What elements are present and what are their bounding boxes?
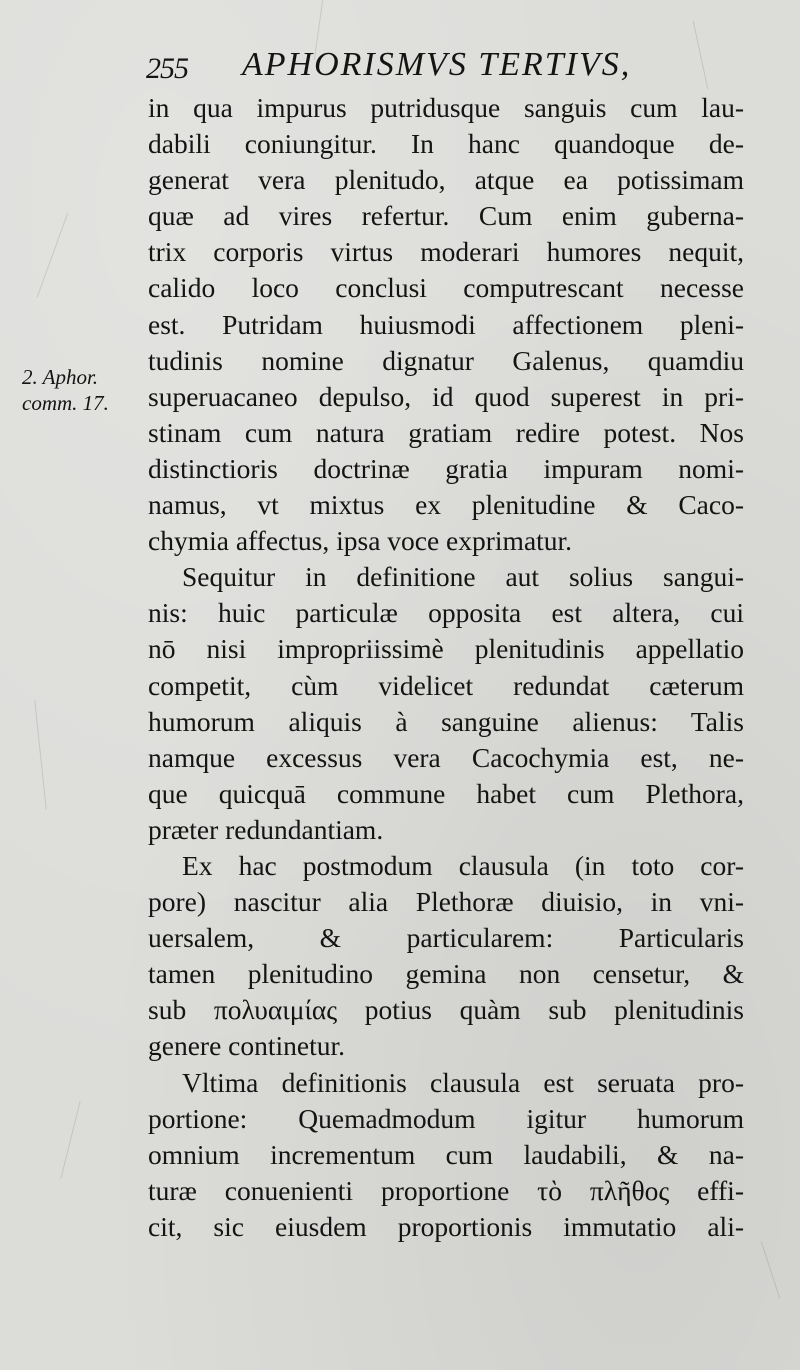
page-header [146,44,746,90]
paragraph-end-line: genere continetur. [148,1030,345,1062]
text-line: quæ ad vires refertur. Cum enim guberna- [148,200,744,232]
page-number: 255 [146,52,188,85]
text-line: uersalem, & particularem: Particularis [148,922,744,954]
text-line: in qua impurus putridusque sanguis cum lau- [148,92,744,123]
text-line: tudinis nomine dignatur Galenus, quamdiu [148,344,744,376]
margin-note [22,364,134,416]
text-line: trix corporis virtus moderari humores nequit, [148,236,744,268]
paper-fiber [60,1101,80,1179]
text-line: stinam cum natura gratiam redire potest. Nos [148,416,744,448]
text-line: portione: Quemadmodum igitur humorum [148,1102,744,1134]
text-line: pore) nascitur alia Plethoræ diuisio, in vni- [148,886,744,918]
text-line: generat vera plenitudo, atque ea potissimam [148,164,744,196]
paragraph-start-line: Ex hac postmodum clausula (in toto cor- [182,849,744,881]
text-line: nis: huic particulæ opposita est altera, cui [148,597,744,629]
text-line: nō nisi impropriissimè plenitudinis appellatio [148,633,744,665]
text-line: superuacaneo depulso, id quod superest in pri- [148,380,744,412]
paragraph-end-line: chymia affectus, ipsa voce exprimatur. [148,525,573,557]
paragraph-end-line: præter redundantiam. [148,813,384,845]
text-line: distinctioris doctrinæ gratia impuram nomi- [148,452,744,484]
margin-note-line: comm. 17. [22,391,109,415]
paper-fiber [34,700,46,810]
body-text [148,90,744,1245]
text-line: competit, cùm videlicet redundat cæterum [148,669,744,701]
text-line: tamen plenitudino gemina non censetur, & [148,958,744,990]
text-line: humorum aliquis à sanguine alienus: Talis [148,705,744,737]
text-line: cit, sic eiusdem proportionis immutatio ali- [148,1210,744,1242]
text-line: turæ conuenienti proportione τὸ πλῆθος effi- [148,1174,744,1206]
paper-fiber [37,213,69,298]
text-line: sub πολυαιμίας potius quàm sub plenitudinis [148,994,744,1026]
margin-note-line: 2. Aphor. [22,365,99,389]
paper-fiber [761,1241,780,1298]
paragraph-start-line: Vltima definitionis clausula est seruata pro- [182,1066,744,1098]
text-line: calido loco conclusi computrescant necesse [148,272,744,304]
text-line: omnium incrementum cum laudabili, & na- [148,1138,744,1170]
text-line: dabili coniungitur. In hanc quandoque de- [148,128,744,160]
text-line: que quicquā commune habet cum Plethora, [148,777,744,809]
text-line: namque excessus vera Cacochymia est, ne- [148,741,744,773]
text-line: est. Putridam huiusmodi affectionem pleni- [148,308,744,340]
paragraph-start-line: Sequitur in definitione aut solius sangui- [182,561,744,593]
running-title: APHORISMVS TERTIVS, [242,46,632,83]
text-line: namus, vt mixtus ex plenitudine & Caco- [148,489,744,521]
